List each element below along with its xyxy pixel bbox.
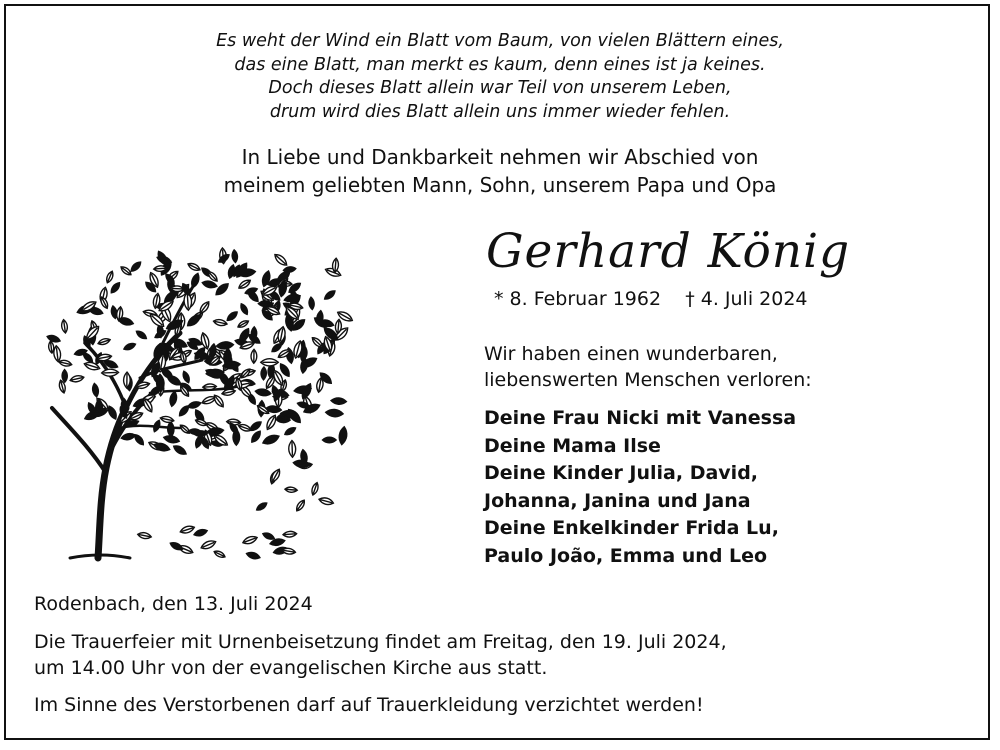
leaves bbox=[46, 248, 354, 561]
family-list bbox=[484, 405, 796, 570]
leaf bbox=[232, 250, 239, 263]
poem-line: drum wird dies Blatt allein uns immer wieder fehlen. bbox=[269, 101, 731, 122]
leaf bbox=[310, 336, 324, 349]
farewell-text bbox=[0, 143, 1000, 199]
family-line: Deine Kinder Julia, David, bbox=[484, 462, 759, 484]
leaf bbox=[235, 377, 243, 391]
family-line: Deine Frau Nicki mit Vanessa bbox=[484, 407, 797, 429]
leaf bbox=[233, 429, 240, 445]
place-date: Rodenbach, den 13. Juli 2024 bbox=[34, 593, 313, 615]
leaf bbox=[322, 437, 336, 443]
life-dates: * 8. Februar 1962 † 4. Juli 2024 bbox=[494, 288, 808, 310]
leaf bbox=[200, 332, 211, 350]
leaf bbox=[213, 549, 226, 559]
leaf bbox=[323, 289, 337, 301]
loss-line: Wir haben einen wunderbaren, bbox=[484, 343, 778, 365]
leaf bbox=[102, 369, 119, 377]
leaf bbox=[239, 303, 249, 316]
dress-code-note: Im Sinne des Verstorbenen darf auf Trauerkleidung verzichtet werden! bbox=[34, 694, 704, 716]
leaf bbox=[251, 349, 257, 363]
tree-trunk bbox=[52, 283, 240, 558]
leaf bbox=[48, 341, 54, 354]
leaf bbox=[121, 398, 127, 412]
leaf bbox=[137, 531, 152, 539]
farewell-line: In Liebe und Dankbarkeit nehmen wir Abschied von bbox=[241, 145, 759, 169]
loss-text bbox=[484, 341, 812, 393]
poem-line: Es weht der Wind ein Blatt vom Baum, von vielen Blättern eines, bbox=[216, 31, 784, 51]
leaf bbox=[129, 260, 142, 273]
leaf bbox=[282, 547, 296, 555]
leaf bbox=[160, 415, 175, 423]
leaf bbox=[310, 482, 319, 496]
poem bbox=[0, 30, 1000, 124]
leaf bbox=[97, 337, 111, 346]
leaf bbox=[165, 373, 182, 387]
leaf bbox=[198, 300, 211, 315]
family-line: Johanna, Janina und Jana bbox=[484, 489, 751, 512]
leaf bbox=[237, 423, 252, 433]
leaf bbox=[261, 433, 280, 446]
leaf bbox=[62, 370, 67, 383]
leaf bbox=[237, 319, 250, 329]
leaf bbox=[92, 383, 100, 397]
leaf bbox=[123, 372, 130, 388]
leaf bbox=[70, 374, 85, 383]
leaf bbox=[169, 391, 178, 407]
leaf bbox=[261, 359, 278, 366]
leaf bbox=[135, 329, 148, 340]
family-line: Deine Enkelkinder Frida Lu, bbox=[484, 517, 779, 539]
deceased-name: Gerhard König bbox=[486, 224, 851, 279]
leaf bbox=[255, 388, 271, 397]
leaf bbox=[284, 426, 297, 437]
leaf bbox=[246, 551, 261, 561]
leaf bbox=[332, 258, 339, 273]
leaf bbox=[123, 342, 137, 352]
leaf bbox=[152, 419, 162, 432]
tree-with-falling-leaves-icon bbox=[30, 228, 360, 568]
leaf bbox=[193, 528, 208, 537]
leaf bbox=[250, 430, 263, 444]
leaf bbox=[58, 359, 72, 367]
leaf bbox=[105, 270, 115, 284]
leaf bbox=[308, 297, 314, 310]
leaf bbox=[214, 281, 231, 297]
leaf bbox=[61, 319, 68, 333]
leaf bbox=[261, 367, 267, 380]
leaf bbox=[255, 501, 268, 512]
leaf bbox=[169, 541, 184, 552]
leaf bbox=[216, 341, 234, 349]
farewell-line: meinem geliebten Mann, Sohn, unserem Papa und Opa bbox=[223, 173, 777, 197]
leaf bbox=[179, 423, 191, 435]
leaf bbox=[185, 312, 202, 328]
poem-line: Doch dieses Blatt allein war Teil von unserem Leben, bbox=[268, 78, 732, 98]
leaf bbox=[283, 266, 296, 273]
leaf bbox=[99, 296, 109, 310]
leaf bbox=[325, 409, 343, 418]
leaf bbox=[225, 310, 238, 322]
leaf bbox=[331, 397, 347, 404]
leaf bbox=[172, 444, 188, 457]
leaf bbox=[187, 262, 201, 273]
leaf bbox=[187, 400, 202, 409]
leaf bbox=[106, 405, 118, 421]
family-line: Deine Mama Ilse bbox=[484, 434, 661, 457]
leaf bbox=[179, 524, 195, 534]
leaf bbox=[213, 318, 228, 326]
leaf bbox=[283, 531, 297, 538]
leaf bbox=[242, 535, 258, 546]
leaf bbox=[285, 487, 298, 493]
service-line: um 14.00 Uhr von der evangelischen Kirche aus statt. bbox=[34, 657, 548, 679]
leaf bbox=[338, 426, 348, 445]
leaf bbox=[295, 499, 307, 513]
leaf bbox=[167, 422, 174, 437]
leaf bbox=[46, 334, 61, 344]
leaf bbox=[262, 531, 275, 541]
leaf bbox=[264, 414, 278, 431]
leaf bbox=[110, 305, 118, 318]
family-line: Paulo João, Emma und Leo bbox=[484, 544, 768, 567]
service-info bbox=[34, 629, 727, 681]
leaf bbox=[121, 432, 136, 441]
leaf bbox=[200, 539, 217, 551]
leaf bbox=[273, 252, 289, 267]
service-line: Die Trauerfeier mit Urnenbeisetzung findet am Freitag, den 19. Juli 2024, bbox=[34, 631, 727, 653]
leaf bbox=[181, 370, 191, 383]
leaf bbox=[109, 281, 121, 295]
leaf bbox=[195, 418, 208, 427]
leaf bbox=[318, 496, 334, 506]
leaf bbox=[258, 301, 272, 307]
loss-line: liebenswerten Menschen verloren: bbox=[484, 369, 812, 391]
leaf bbox=[288, 440, 295, 457]
poem-line: das eine Blatt, man merkt es kaum, denn eines ist ja keines. bbox=[234, 54, 766, 75]
